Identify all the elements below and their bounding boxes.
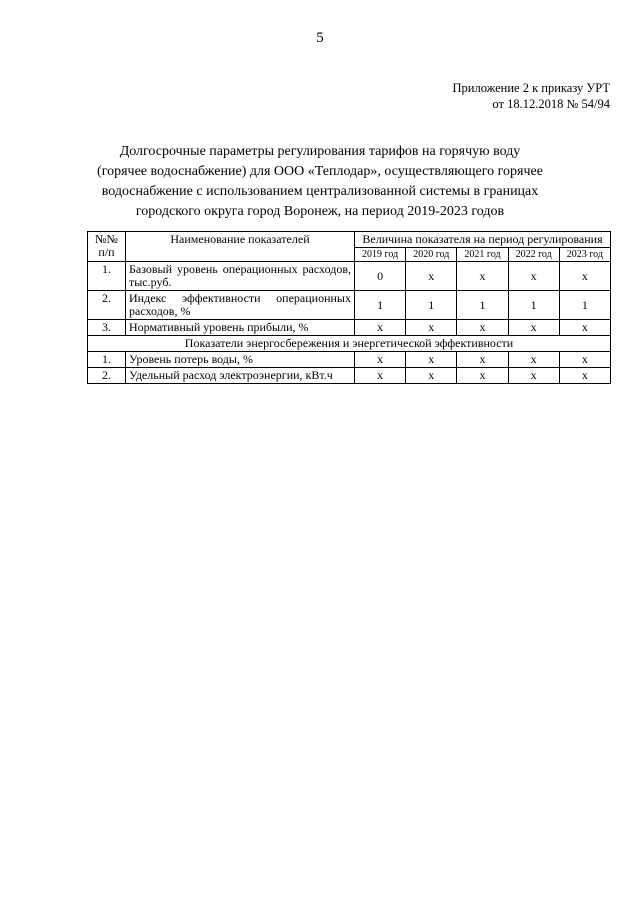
row-value: 1 [559, 291, 610, 320]
row-name: Уровень потерь воды, % [126, 352, 355, 368]
row-value: 0 [355, 262, 406, 291]
row-num: 1. [88, 352, 126, 368]
row-value: 1 [457, 291, 508, 320]
row-name: Удельный расход электроэнергии, кВт.ч [126, 368, 355, 384]
row-value: x [508, 368, 559, 384]
row-value: x [508, 320, 559, 336]
row-value: x [508, 262, 559, 291]
section-header-row [88, 336, 611, 352]
row-num: 2. [88, 368, 126, 384]
row-value: x [355, 368, 406, 384]
header-year: 2021 год [457, 248, 508, 262]
row-value: x [559, 320, 610, 336]
table-row [88, 291, 611, 320]
row-num: 1. [88, 262, 126, 291]
row-value: x [457, 320, 508, 336]
row-value: x [457, 368, 508, 384]
table-row [88, 320, 611, 336]
table-row [88, 368, 611, 384]
header-num: №№ п/п [88, 232, 126, 262]
page-number: 5 [316, 30, 324, 46]
header-year: 2020 год [406, 248, 457, 262]
row-value: x [559, 352, 610, 368]
row-value: x [508, 352, 559, 368]
header-year: 2022 год [508, 248, 559, 262]
appendix-line-1: Приложение 2 к приказу УРТ [452, 81, 610, 95]
header-name: Наименование показателей [126, 232, 355, 262]
row-value: x [355, 320, 406, 336]
row-value: x [355, 352, 406, 368]
row-value: x [457, 262, 508, 291]
row-value: x [406, 352, 457, 368]
row-value: x [559, 262, 610, 291]
appendix-reference [453, 80, 611, 112]
row-value: 1 [406, 291, 457, 320]
row-value: x [559, 368, 610, 384]
section-title: Показатели энергосбережения и энергетической эффективности [88, 336, 611, 352]
row-value: 1 [355, 291, 406, 320]
document-title: Долгосрочные параметры регулирования тарифов на горячую воду (горячее водоснабжение) для ООО «Теплодар», осуществляющего горячее водоснабжение с использованием централизованной системы в границах городского округа город Воронеж, на период 2019-2023 годов [97, 144, 543, 219]
row-value: 1 [508, 291, 559, 320]
row-name: Нормативный уровень прибыли, % [126, 320, 355, 336]
row-value: x [457, 352, 508, 368]
row-name: Базовый уровень операционных расходов, тыс.руб. [126, 262, 355, 291]
row-value: x [406, 320, 457, 336]
header-value: Величина показателя на период регулирования [355, 232, 611, 248]
row-num: 3. [88, 320, 126, 336]
table-row [88, 262, 611, 291]
table-row [88, 352, 611, 368]
row-num: 2. [88, 291, 126, 320]
row-value: x [406, 262, 457, 291]
header-year: 2019 год [355, 248, 406, 262]
appendix-line-2: от 18.12.2018 № 54/94 [492, 97, 610, 111]
row-value: x [406, 368, 457, 384]
header-year: 2023 год [559, 248, 610, 262]
table-header-row [88, 232, 611, 248]
parameters-table [87, 231, 611, 384]
row-name: Индекс эффективности операционных расходов, % [126, 291, 355, 320]
